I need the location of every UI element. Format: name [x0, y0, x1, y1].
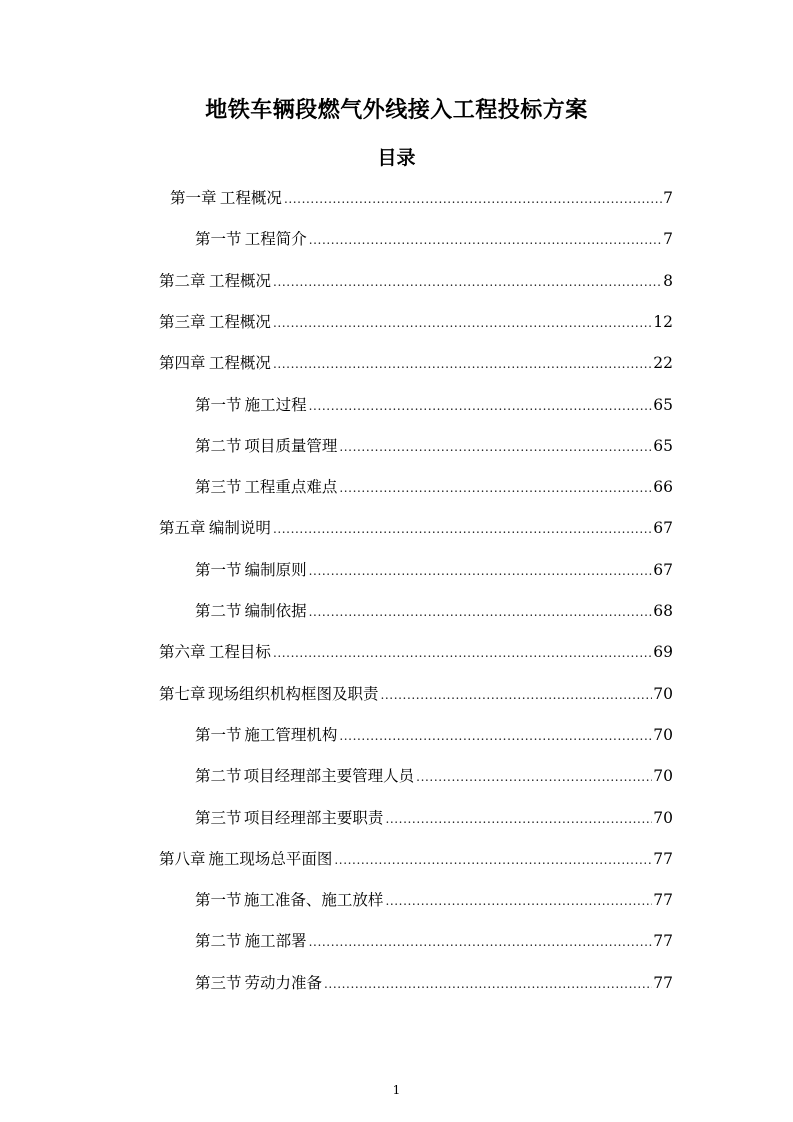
toc-entry-number: 第三节	[195, 478, 242, 497]
dot-leader	[416, 771, 652, 783]
toc-entry-number: 第四章	[159, 354, 206, 373]
toc-entry-number: 第一节	[195, 560, 242, 579]
toc-entry-number: 第八章	[159, 849, 206, 868]
toc-entry[interactable]	[195, 762, 673, 786]
dot-leader	[273, 523, 652, 535]
toc-entry-number: 第一节	[195, 725, 242, 744]
toc-entry[interactable]	[195, 225, 673, 249]
toc-entry-number: 第五章	[159, 519, 206, 538]
dot-leader	[334, 854, 652, 866]
toc-entry-number: 第二节	[195, 602, 242, 620]
toc-entry-number: 第一节	[195, 891, 242, 910]
toc-entry-page: 12	[653, 312, 673, 331]
toc-entry-page: 77	[653, 932, 673, 951]
toc-entry-title: 工程概况	[219, 189, 282, 207]
toc-entry-title: 工程概况	[209, 271, 272, 290]
toc-entry-title: 项目经理部主要管理人员	[243, 767, 415, 786]
toc-entry[interactable]	[195, 556, 673, 580]
toc-entry-title: 施工准备、施工放样	[243, 891, 384, 910]
toc-entry-title: 工程目标	[208, 643, 271, 662]
toc-entry-page: 77	[653, 973, 673, 992]
page-number: 1	[392, 1083, 401, 1097]
toc-entry-page: 65	[653, 395, 673, 414]
toc-entry-page: 77	[653, 891, 673, 910]
dot-leader	[284, 193, 662, 205]
toc-entry[interactable]	[195, 432, 673, 456]
toc-entry-page: 70	[653, 767, 673, 786]
toc-entry-page: 67	[653, 560, 673, 579]
toc-entry-title: 施工过程	[244, 395, 307, 414]
toc-heading: 目录	[377, 147, 416, 169]
toc-entry-number: 第二节	[195, 436, 242, 455]
toc-entry-title: 施工现场总平面图	[208, 849, 333, 868]
toc-entry-page: 7	[663, 230, 673, 249]
toc-entry-page: 22	[653, 354, 673, 373]
toc-entry-number: 第二节	[195, 767, 242, 786]
toc-entry-title: 工程重点难点	[244, 478, 338, 497]
toc-entry-title: 工程概况	[208, 312, 271, 331]
dot-leader	[385, 813, 652, 825]
toc-entry-title: 项目质量管理	[244, 436, 338, 455]
toc-entry[interactable]	[195, 721, 673, 745]
toc-entry-title: 编制依据	[244, 602, 307, 620]
toc-entry-page: 70	[653, 808, 673, 827]
toc-entry[interactable]	[159, 514, 673, 538]
toc-entry-number: 第二章	[159, 271, 206, 290]
toc-entry-title: 施工管理机构	[244, 725, 338, 744]
toc-entry[interactable]	[195, 391, 673, 415]
toc-entry-number: 第六章	[159, 643, 206, 662]
dot-leader	[273, 647, 652, 659]
toc-entry-number: 第三节	[195, 808, 242, 827]
dot-leader	[309, 606, 653, 618]
dot-leader	[339, 730, 652, 742]
toc-entry-number: 第一节	[195, 395, 242, 414]
toc-entry[interactable]	[195, 886, 673, 910]
toc-entry[interactable]	[195, 473, 673, 497]
toc-entry[interactable]	[170, 184, 673, 208]
toc-entry-page: 70	[653, 684, 673, 703]
dot-leader	[324, 978, 652, 990]
toc-entry-page: 65	[653, 436, 673, 455]
toc-entry-title: 现场组织机构框图及职责	[207, 684, 379, 703]
toc-entry-page: 69	[653, 643, 673, 662]
toc-entry-title: 编制原则	[244, 560, 307, 579]
toc-entry-title: 工程概况	[208, 354, 271, 373]
toc-entry-number: 第三章	[159, 312, 206, 331]
toc-entry[interactable]	[159, 308, 673, 332]
dot-leader	[273, 358, 652, 370]
toc-entry[interactable]	[195, 597, 673, 621]
toc-entry-number: 第一章	[170, 189, 217, 207]
toc-entry-number: 第七章	[159, 684, 206, 703]
toc-entry-page: 8	[663, 271, 673, 290]
document-title: 地铁车辆段燃气外线接入工程投标方案	[205, 98, 588, 123]
toc-entry-number: 第三节	[195, 973, 242, 992]
dot-leader	[273, 276, 662, 288]
toc-entry[interactable]	[195, 969, 673, 993]
toc-entry[interactable]	[159, 845, 673, 869]
toc-entry-title: 施工部署	[244, 932, 307, 951]
toc-entry-page: 68	[653, 602, 673, 620]
toc-entry-page: 77	[653, 849, 673, 868]
toc-entry-title: 项目经理部主要职责	[243, 808, 384, 827]
toc-entry[interactable]	[159, 267, 673, 291]
toc-entry-page: 70	[653, 725, 673, 744]
dot-leader	[309, 936, 653, 948]
dot-leader	[380, 689, 652, 701]
toc-entry[interactable]	[159, 638, 673, 662]
toc-entry-page: 66	[653, 478, 673, 497]
toc-entry-number: 第二节	[195, 932, 242, 951]
toc-entry[interactable]	[195, 927, 673, 951]
toc-entry[interactable]	[159, 349, 673, 373]
dot-leader	[309, 565, 653, 577]
dot-leader	[339, 441, 652, 453]
dot-leader	[309, 400, 653, 412]
dot-leader	[309, 234, 662, 246]
toc-entry[interactable]	[159, 680, 673, 704]
dot-leader	[385, 895, 652, 907]
toc-entry-page: 67	[653, 519, 673, 538]
toc-entry-title: 编制说明	[208, 519, 271, 538]
toc-entry-title: 劳动力准备	[244, 973, 322, 992]
toc-entry-page: 7	[663, 189, 673, 207]
toc-entry[interactable]	[195, 804, 673, 828]
dot-leader	[339, 482, 652, 494]
toc-entry-title: 工程简介	[244, 230, 307, 249]
dot-leader	[273, 317, 652, 329]
toc-entry-number: 第一节	[195, 230, 242, 249]
